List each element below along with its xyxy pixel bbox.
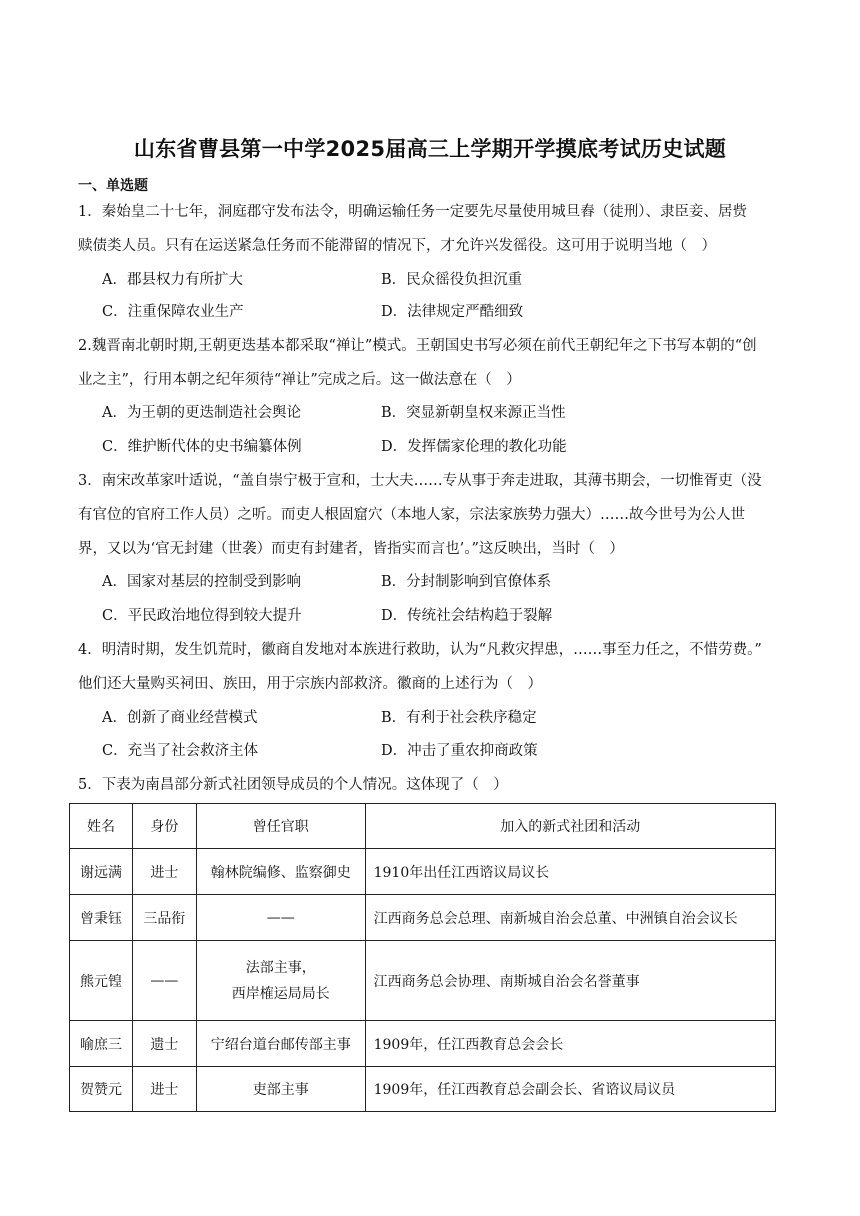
cell-former-office: ——	[196, 895, 365, 941]
cell-status: 三品衔	[132, 895, 196, 941]
table-row	[70, 1067, 776, 1112]
q3-option-b: B．分封制影响到官僚体系	[381, 574, 552, 590]
cell-former-office: 吏部主事	[196, 1067, 365, 1112]
cell-name: 贺赞元	[70, 1067, 133, 1112]
header-former-office: 曾任官职	[196, 804, 365, 849]
cell-name: 谢远满	[70, 849, 133, 895]
cell-status: 遗士	[132, 1021, 196, 1067]
table-row	[70, 1021, 776, 1067]
table-header-row	[70, 804, 776, 849]
cell-former-office: 宁绍台道台邮传部主事	[196, 1021, 365, 1067]
q1-line-2: 赎债类人员。只有在运送紧急任务而不能滞留的情况下，才允许兴发徭役。这可用于说明当地（ ）	[78, 238, 716, 254]
table-row	[70, 895, 776, 941]
q2-line-2: 业之主”，行用本朝之纪年须待“禅让”完成之后。这一做法意在（ ）	[78, 372, 521, 388]
q3-line-2: 有官位的官府工作人员）之听。而吏人根固窟穴（本地人家，宗法家族势力强大）……故今世号为公人世	[78, 507, 745, 523]
q4-option-d: D．冲击了重农抑商政策	[381, 743, 538, 759]
q4-option-c: C．充当了社会救济主体	[102, 743, 259, 759]
q3-option-a: A．国家对基层的控制受到影响	[102, 574, 301, 590]
q1-option-a: A．郡县权力有所扩大	[102, 272, 243, 288]
q2-option-a: A．为王朝的更迭制造社会舆论	[102, 405, 301, 421]
q2-line-1: 2.魏晋南北朝时期,王朝更迭基本都采取“禅让”模式。王朝国史书写必须在前代王朝纪年之下书写本朝的“创	[78, 338, 757, 354]
q2-option-c: C．维护断代体的史书编纂体例	[102, 439, 302, 455]
q3-option-c: C．平民政治地位得到较大提升	[102, 608, 302, 624]
former-office-line: 西岸榷运局局长	[231, 985, 330, 1002]
q4-line-2: 他们还大量购买祠田、族田，用于宗族内部救济。徽商的上述行为（ ）	[78, 676, 542, 692]
q1-option-d: D．法律规定严酷细致	[381, 304, 524, 320]
q4-option-b: B．有利于社会秩序稳定	[381, 710, 537, 726]
cell-societies: 1910年出任江西谘议局议长	[365, 849, 775, 895]
former-office-line: 法部主事，	[245, 959, 316, 976]
cell-former-office	[196, 941, 365, 1021]
cell-name: 熊元锽	[70, 941, 133, 1021]
cell-name: 曾秉钰	[70, 895, 133, 941]
q2-option-d: D．发挥儒家伦理的教化功能	[381, 439, 567, 455]
officials-table	[69, 803, 776, 1112]
cell-societies: 1909年，任江西教育总会会长	[365, 1021, 775, 1067]
header-status: 身份	[132, 804, 196, 849]
cell-status: ——	[132, 941, 196, 1021]
cell-name: 喻庶三	[70, 1021, 133, 1067]
q3-line-3: 界，又以为‘官无封建（世袭）而吏有封建者，皆指实而言也’。”这反映出，当时（ ）	[78, 541, 624, 557]
cell-status: 进士	[132, 1067, 196, 1112]
q3-line-1: 3．南宋改革家叶适说，“盖自崇宁极于宣和，士大夫……专从事于奔走进取，其薄书期会，一切惟胥吏（没	[78, 473, 762, 489]
q1-option-b: B．民众徭役负担沉重	[381, 272, 523, 288]
exam-title: 山东省曹县第一中学2025届高三上学期开学摸底考试历史试题	[133, 137, 727, 161]
cell-status: 进士	[132, 849, 196, 895]
table-row	[70, 941, 776, 1021]
q5-line-1: 5．下表为南昌部分新式社团领导成员的个人情况。这体现了（ ）	[78, 777, 508, 793]
cell-societies: 江西商务总会总理、南新城自治会总董、中洲镇自治会议长	[365, 895, 775, 941]
q3-option-d: D．传统社会结构趋于裂解	[381, 608, 553, 624]
q1-line-1: 1．秦始皇二十七年，洞庭郡守发布法令，明确运输任务一定要先尽量使用城旦舂（徒刑）、隶臣妾、居赀	[78, 204, 747, 220]
q4-line-1: 4．明清时期，发生饥荒时，徽商自发地对本族进行救助，认为“凡救灾捍患，……事至力任之，不惜劳费。”	[78, 642, 762, 658]
cell-societies: 江西商务总会协理、南斯城自治会名誉董事	[365, 941, 775, 1021]
q2-option-b: B．突显新朝皇权来源正当性	[381, 405, 566, 421]
table-row	[70, 849, 776, 895]
q4-option-a: A．创新了商业经营模式	[102, 710, 258, 726]
q1-option-c: C．注重保障农业生产	[102, 304, 244, 320]
cell-former-office: 翰林院编修、监察御史	[196, 849, 365, 895]
header-name: 姓名	[70, 804, 133, 849]
header-societies: 加入的新式社团和活动	[365, 804, 775, 849]
section-heading: 一、单选题	[78, 178, 148, 194]
cell-societies: 1909年，任江西教育总会副会长、省谘议局议员	[365, 1067, 775, 1112]
